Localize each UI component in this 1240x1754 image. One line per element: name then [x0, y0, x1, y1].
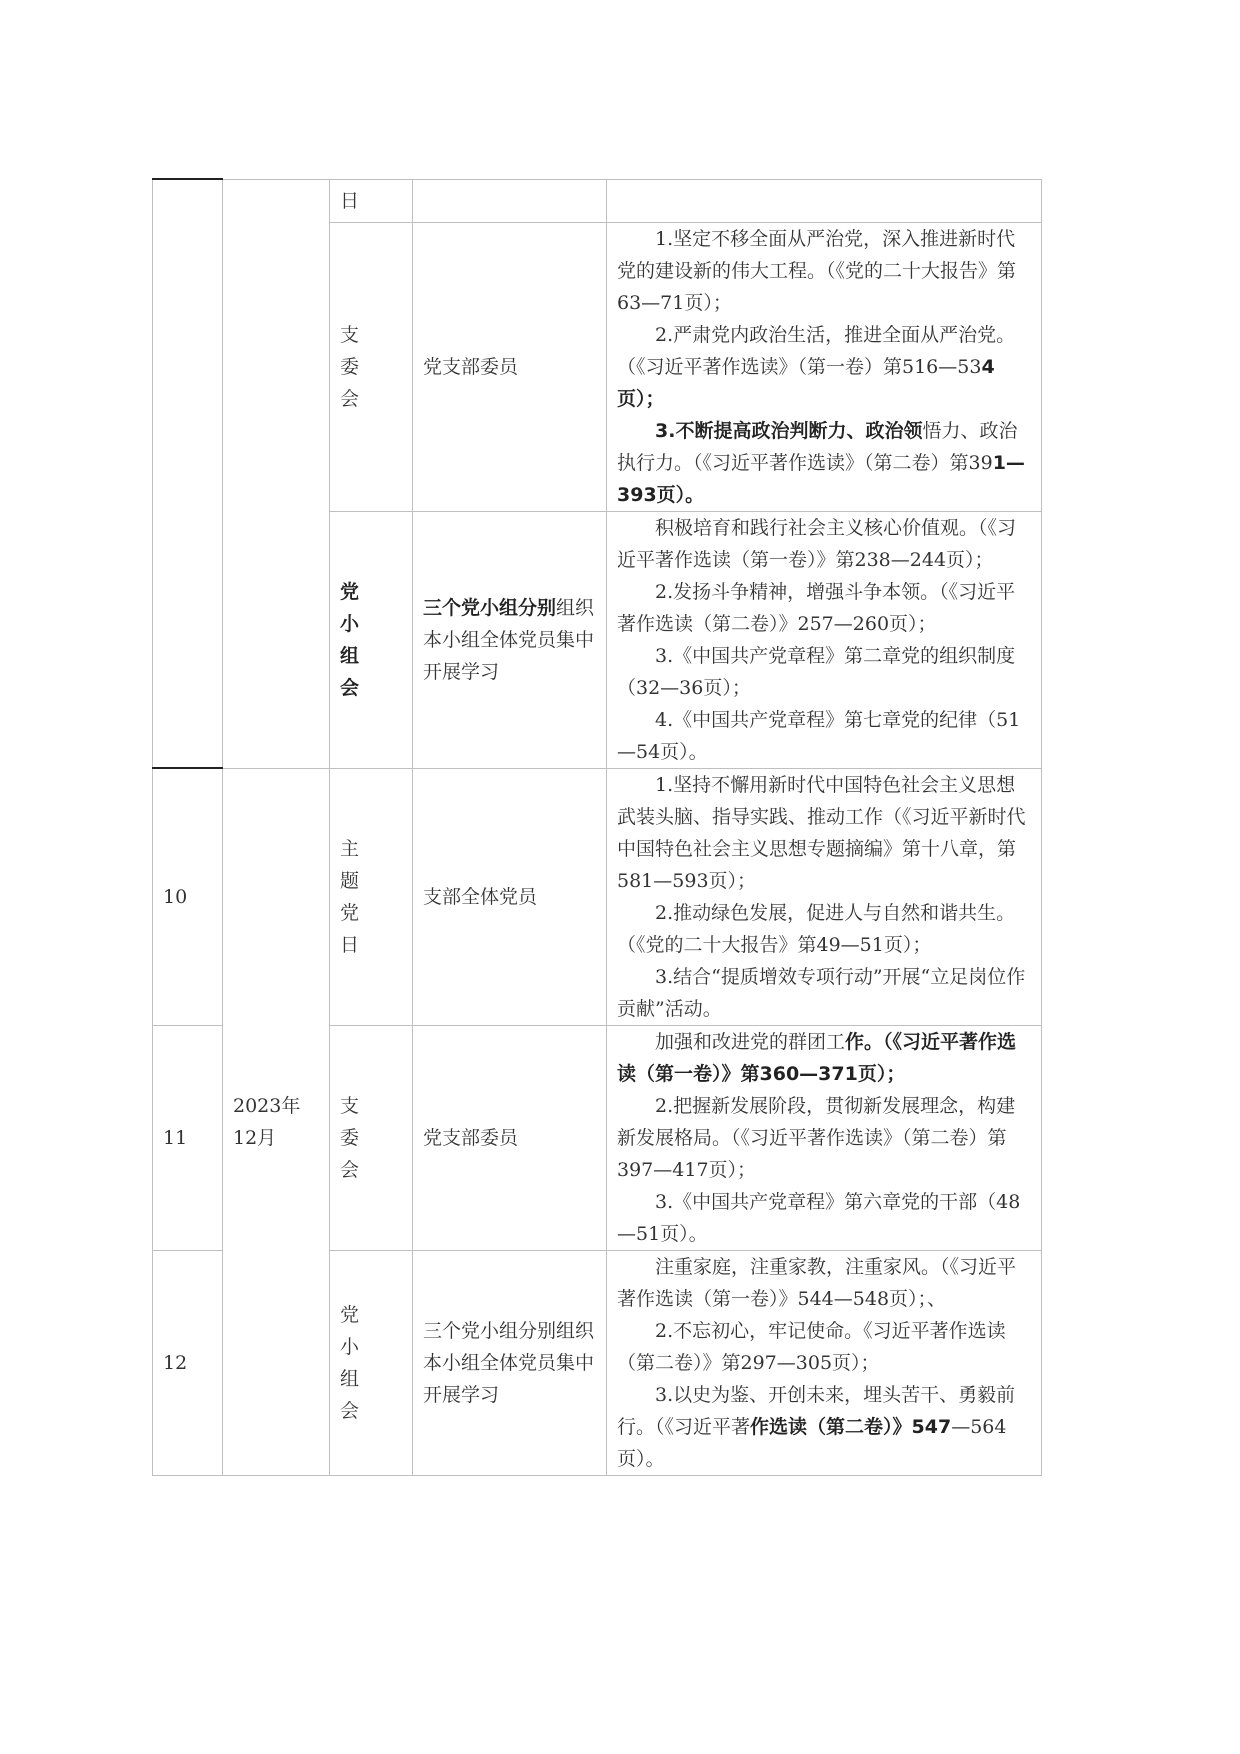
content-item: 2.发扬斗争精神，增强斗争本领。（《习近平著作选读（第二卷）》257—260页）；	[617, 580, 1016, 635]
content-item: 积极培育和践行社会主义核心价值观。（《习近平著作选读（第一卷）》第238—244页）；	[617, 516, 1017, 571]
content-cell	[607, 179, 1042, 222]
content-item: 注重家庭，注重家教，注重家风。（《习近平著作选读（第一卷）》544—548页）；、	[617, 1255, 1017, 1310]
row-number-cell: 10	[153, 768, 223, 1025]
content-item: 3.不断提高政治判断力、政治领悟力、政治执行力。（《习近平著作选读》（第二卷）第391—393页）。	[617, 419, 1025, 506]
content-cell	[607, 1250, 1042, 1475]
content-item: 3.结合“提质增效专项行动”开展“立足岗位作贡献”活动。	[617, 965, 1026, 1020]
content-item: 3.《中国共产党章程》第二章党的组织制度（32—36页）；	[617, 644, 1016, 699]
content-item: 2.不忘初心，牢记使命。《习近平著作选读（第二卷）》第297—305页）；	[617, 1319, 1006, 1374]
participants-cell: 三个党小组分别组织本小组全体党员集中开展学习	[413, 511, 607, 768]
type-cell: 支 委 会	[330, 222, 413, 511]
content-cell	[607, 1025, 1042, 1250]
participants-cell: 三个党小组分别组织本小组全体党员集中开展学习	[413, 1250, 607, 1475]
content-item: 1.坚定不移全面从严治党，深入推进新时代党的建设新的伟大工程。（《党的二十大报告》第63—71页）；	[617, 227, 1017, 314]
table-row	[153, 768, 1042, 1025]
participants-cell: 支部全体党员	[413, 768, 607, 1025]
content-item: 3.以史为鉴、开创未来，埋头苦干、勇毅前行。（《习近平著作选读（第二卷）》547—564页）。	[617, 1383, 1016, 1470]
participants-cell	[413, 179, 607, 222]
content-cell	[607, 768, 1042, 1025]
content-item: 2.把握新发展阶段，贯彻新发展理念，构建新发展格局。（《习近平著作选读》（第二卷）第397—417页）；	[617, 1094, 1016, 1181]
type-cell: 主 题 党 日	[330, 768, 413, 1025]
participants-cell: 党支部委员	[413, 1025, 607, 1250]
type-cell: 支 委 会	[330, 1025, 413, 1250]
type-cell: 日	[330, 179, 413, 222]
content-item: 4.《中国共产党章程》第七章党的纪律（51—54页）。	[617, 708, 1021, 763]
table-row	[153, 179, 1042, 222]
content-item: 2.推动绿色发展，促进人与自然和谐共生。（《党的二十大报告》第49—51页）；	[617, 901, 1016, 956]
content-item: 加强和改进党的群团工作。（《习近平著作选读（第一卷）》第360—371页）；	[617, 1030, 1017, 1085]
type-cell: 党 小 组 会	[330, 1250, 413, 1475]
content-cell	[607, 222, 1042, 511]
date-cell: 2023年12月	[223, 768, 330, 1475]
content-item: 3.《中国共产党章程》第六章党的干部（48—51页）。	[617, 1190, 1021, 1245]
row-number-cell	[153, 179, 223, 768]
content-item: 2.严肃党内政治生活，推进全面从严治党。（《习近平著作选读》（第一卷）第516—534页）；	[617, 323, 1016, 410]
participants-cell: 党支部委员	[413, 222, 607, 511]
content-cell	[607, 511, 1042, 768]
date-cell	[223, 179, 330, 768]
content-item: 1.坚持不懈用新时代中国特色社会主义思想武装头脑、指导实践、推动工作（《习近平新时代中国特色社会主义思想专题摘编》第十八章，第581—593页）；	[617, 773, 1026, 892]
study-plan-table	[152, 178, 1042, 1476]
row-number-cell: 11	[153, 1025, 223, 1250]
type-cell: 党 小 组 会	[330, 511, 413, 768]
row-number-cell: 12	[153, 1250, 223, 1475]
